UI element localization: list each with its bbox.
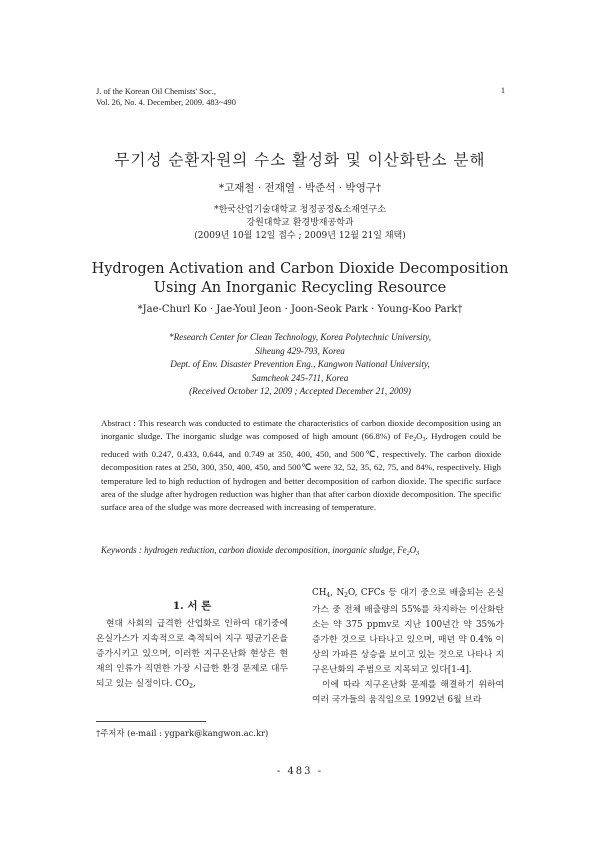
english-received-dates: (Received October 12, 2009 ; Accepted December 21, 2009) bbox=[189, 386, 411, 396]
abstract-subscript-a: 2 bbox=[413, 437, 417, 444]
journal-name: J. of the Korean Oil Chemists' Soc., bbox=[96, 87, 216, 96]
abstract-text-b: O bbox=[416, 431, 423, 442]
keywords-text-b: O bbox=[409, 545, 417, 555]
english-affiliation-2: Siheung 429-793, Korea bbox=[255, 345, 345, 356]
abstract-subscript-b: 3 bbox=[422, 437, 426, 444]
right-p1-text-b: , N bbox=[330, 588, 345, 598]
abstract-separator: : bbox=[130, 418, 139, 428]
keywords-subscript-b: 3 bbox=[416, 551, 420, 557]
abstract-text-a: This research was conducted to estimate the characteristics of carbon dioxide decomposition using an inorganic sludge. The inorganic sludge was composed of high amount (66.8%) of Fe bbox=[101, 418, 501, 442]
right-p1-sub-2: 2 bbox=[344, 592, 348, 599]
right-p1-text-a: CH bbox=[312, 588, 327, 598]
keywords bbox=[101, 545, 501, 557]
page-number-bottom: - 483 - bbox=[276, 766, 324, 777]
english-affiliation-3: Dept. of Env. Disaster Prevention Eng., Kangwon National University, bbox=[170, 359, 430, 369]
english-title bbox=[0, 260, 600, 298]
body-column-right bbox=[312, 586, 504, 708]
abstract-label: Abstract bbox=[101, 418, 131, 428]
right-p1-text-c: O, CFCs 등 대기 중으로 배출되는 온실가스 중 전체 배출량의 55%를 차지하는 이산화탄소는 약 375 ppmv로 지난 100년간 약 35%가 증가한 것으로 나타나고 있으며, 매년 약 0.4% 이상의 가파른 상승을 보이고 있는 것으로 나타나 지구온난화의 주범으로 지목되고 있다[1-4]. bbox=[312, 588, 504, 675]
right-paragraph-2: 이에 따라 지구온난화 문제를 해결하기 위하여 여러 국가들의 움직임으로 1992년 6월 브라 bbox=[312, 680, 504, 705]
english-affiliation-4: Samcheok 245-711, Korea bbox=[251, 372, 349, 383]
abstract bbox=[101, 417, 501, 515]
korean-affiliations bbox=[0, 204, 600, 243]
journal-info bbox=[96, 86, 236, 108]
intro-paragraph: 현대 사회의 급격한 산업화로 인하여 대기중에 온실가스가 지속적으로 축적되어 지구 평균기온을 증가시키고 있으며, 이러한 지구온난화 현상은 현재의 인류가 직면한 가장 시급한 환경 문제로 대두되고 있는 실정이다. CO bbox=[96, 619, 288, 689]
keywords-subscript-a: 2 bbox=[406, 551, 410, 557]
korean-received-dates: (2009년 10월 12일 접수 ; 2009년 12월 21일 채택) bbox=[194, 231, 406, 241]
journal-volume: Vol. 26, No. 4. December, 2009. 483~490 bbox=[96, 98, 236, 107]
keywords-text: hydrogen reduction, carbon dioxide decomposition, inorganic sludge, Fe bbox=[144, 545, 407, 555]
korean-affiliation-2: 강원대학교 환경방재공학과 bbox=[246, 218, 354, 228]
keywords-separator: : bbox=[136, 545, 145, 555]
footnote: †주저자 (e-mail : ygpark@kangwon.ac.kr) bbox=[96, 728, 269, 738]
section-heading-introduction: 1. 서 론 bbox=[172, 600, 212, 612]
korean-title: 무기성 순환자원의 수소 활성화 및 이산화탄소 분해 bbox=[114, 151, 486, 169]
right-paragraph-1 bbox=[312, 586, 504, 678]
intro-subscript: 2 bbox=[189, 683, 193, 690]
right-p1-sub-1: 4 bbox=[326, 592, 331, 599]
english-title-line-1: Hydrogen Activation and Carbon Dioxide Decomposition bbox=[91, 261, 509, 277]
intro-paragraph-end: , bbox=[192, 679, 196, 689]
body-column-left bbox=[96, 617, 288, 694]
korean-affiliation-1: *한국산업기술대학교 청정공정&소재연구소 bbox=[214, 205, 386, 215]
footnote-divider bbox=[96, 721, 206, 722]
abstract-text-c: . Hydrogen could be reduced with 0.247, 0.433, 0.644, and 0.749 at 350, 400, 450, and 500℃, respectively. The carbon dioxide decomposition rates at 250, 300, 350, 400, 450, and 500℃ were 32, 52, 35, 62, 75, and 84%, respectively. High temperature led to high reduction of hydrogen and better decomposition of carbon dioxide. The specific surface area of the sludge after hydrogen reduction was higher than that after carbon dioxide decomposition. The specific surface area of the sludge was more decreased with increasing of temperature. bbox=[101, 431, 502, 513]
korean-authors: *고재철 · 전재열 · 박준석 · 박영구† bbox=[218, 182, 382, 194]
english-title-line-2: Using An Inorganic Recycling Resource bbox=[153, 280, 447, 296]
english-affiliations bbox=[0, 331, 600, 399]
english-authors: *Jae-Churl Ko · Jae-Youl Jeon · Joon-Seok Park · Young-Koo Park† bbox=[137, 304, 463, 315]
page-number-top: 1 bbox=[500, 86, 505, 95]
keywords-label: Keywords bbox=[101, 545, 137, 555]
english-affiliation-1: *Research Center for Clean Technology, Korea Polytechnic University, bbox=[168, 332, 432, 342]
